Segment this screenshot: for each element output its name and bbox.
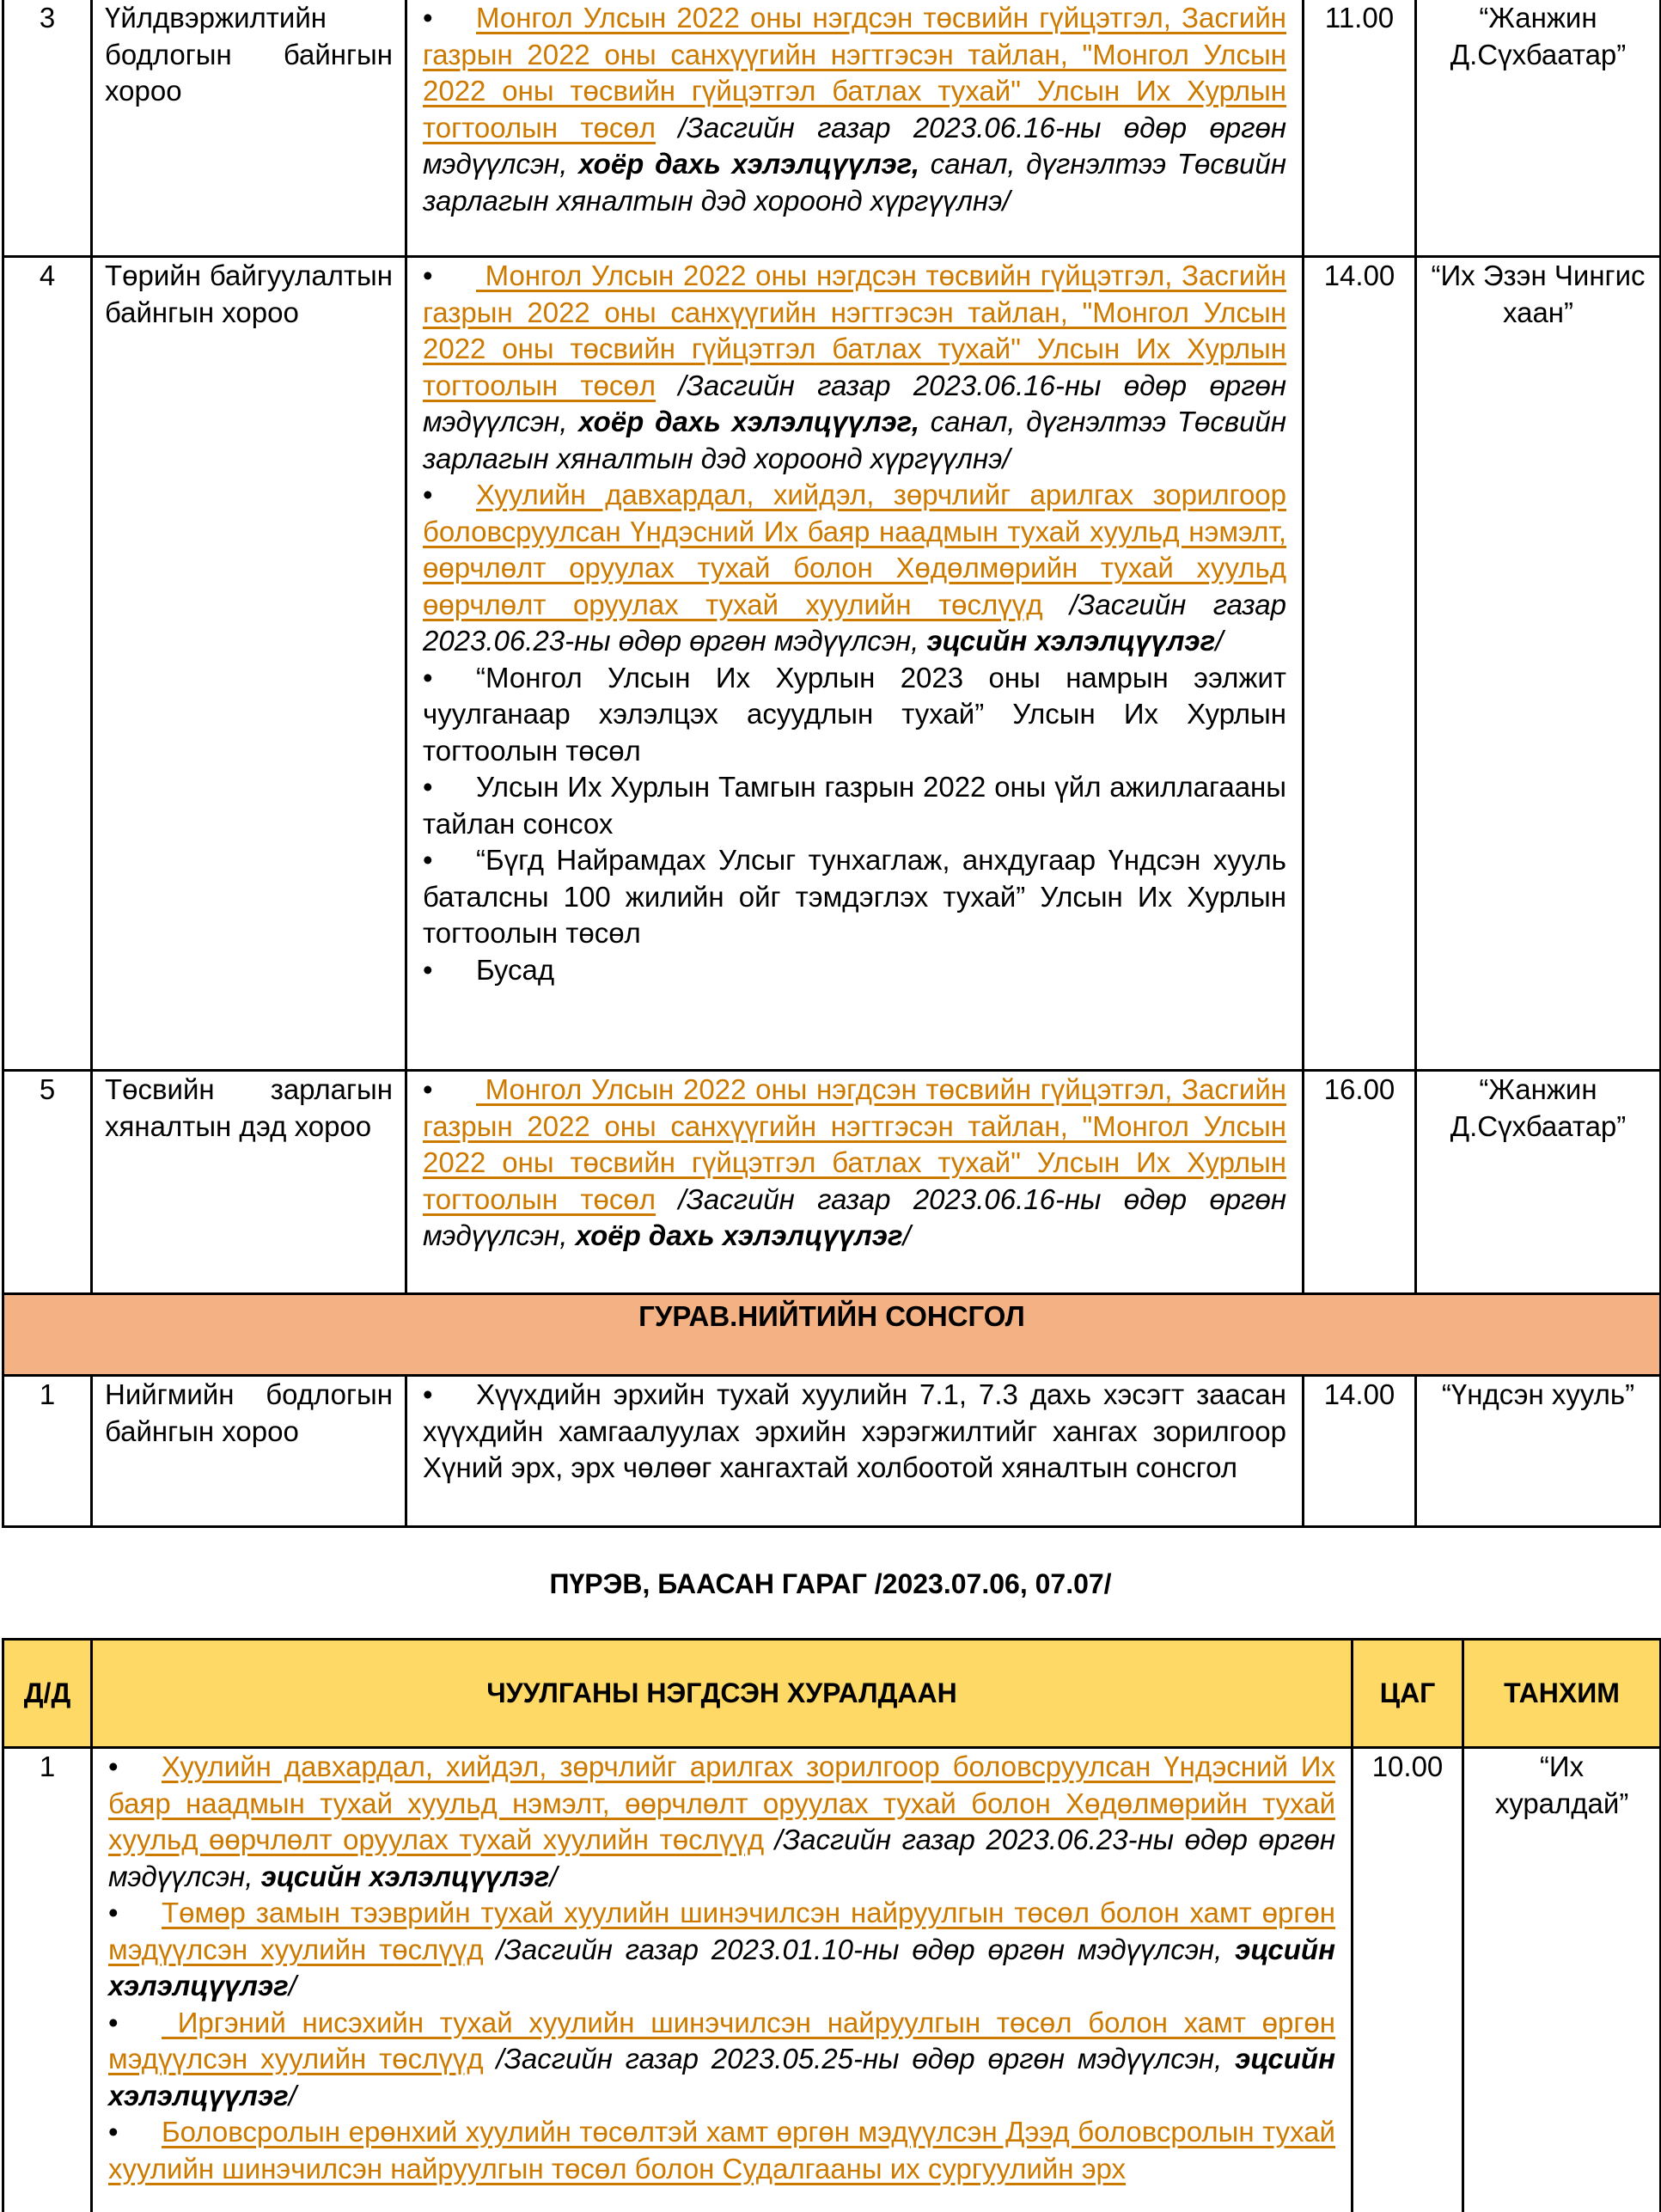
bullet-icon: • <box>108 1897 119 1928</box>
note-text: / <box>1215 625 1224 657</box>
table-row <box>3 257 1661 1071</box>
agenda-item <box>423 1377 1286 1487</box>
bullet-icon: • <box>423 1073 433 1105</box>
bullet-icon: • <box>423 953 433 986</box>
discussion-stage: эцсийн хэлэлцүүлэг <box>926 625 1216 657</box>
bullet-icon: • <box>108 2116 119 2148</box>
bullet-icon: • <box>423 844 433 876</box>
agenda-link[interactable]: Монгол Улсын 2022 оны нэгдсэн төсвийн гүйцэтгэл, Засгийн газрын 2022 оны санхүүгийн нэгтгэсэн тайлан, "Монгол Улсын 2022 оны төсвийн гүйцэтгэл батлах тухай" Улсын Их Хурлын тогтоолын төсөл <box>423 260 1286 401</box>
agenda-item <box>108 1895 1335 2005</box>
note-text: / <box>288 1970 296 2001</box>
date-heading: ПҮРЭВ, БААСАН ГАРАГ /2023.07.06, 07.07/ <box>549 1568 1112 1599</box>
session-room: “Жанжин Д.Сүхбаатар” <box>1416 0 1661 257</box>
row-number: 1 <box>3 1748 92 2212</box>
agenda-item <box>108 1749 1335 1895</box>
committee-name: Нийгмийн бодлогын байнгын хороо <box>92 1376 406 1527</box>
table-row <box>3 1071 1661 1294</box>
agenda-cell <box>92 1748 1353 2212</box>
session-room: “Их хуралдай” <box>1463 1748 1661 2212</box>
agenda-text: Бусад <box>476 953 555 986</box>
agenda-link[interactable]: Монгол Улсын 2022 оны нэгдсэн төсвийн гүйцэтгэл, Засгийн газрын 2022 оны санхүүгийн нэгтгэсэн тайлан, "Монгол Улсын 2022 оны төсвийн гүйцэтгэл батлах тухай" Улсын Их Хурлын тогтоолын төсөл <box>423 1073 1286 1215</box>
agenda-item <box>108 2114 1335 2187</box>
session-time: 16.00 <box>1304 1071 1416 1294</box>
discussion-stage: хоёр дахь хэлэлцүүлэг, <box>578 148 920 180</box>
header-time: ЦАГ <box>1353 1640 1463 1748</box>
note-text: / <box>288 2079 296 2111</box>
session-time: 10.00 <box>1353 1748 1463 2212</box>
agenda-item <box>423 258 1286 477</box>
table-row <box>3 1376 1661 1527</box>
bullet-icon: • <box>423 771 433 803</box>
plenary-session-table <box>2 1638 1661 2212</box>
row-number: 5 <box>3 1071 92 1294</box>
discussion-stage: эцсийн хэлэлцүүлэг <box>260 1860 550 1892</box>
note-text: /Засгийн газар 2023.05.25-ны өдөр өргөн мэдүүлсэн, <box>483 2043 1236 2075</box>
session-time: 14.00 <box>1304 1376 1416 1527</box>
note-text: санал, дүгнэлтээ Төсвийн зарлагын хяналтын дэд хороонд хүргүүлнэ/ <box>423 406 1286 474</box>
agenda-item <box>423 477 1286 660</box>
note-text: / <box>902 1219 911 1251</box>
agenda-item <box>423 660 1286 770</box>
agenda-item <box>423 952 1286 989</box>
note-text: /Засгийн газар 2023.01.10-ны өдөр өргөн мэдүүлсэн, <box>483 1933 1236 1965</box>
agenda-text: Хүүхдийн эрхийн тухай хуулийн 7.1, 7.3 дахь хэсэгт заасан хүүхдийн хамгаалуулах эрхийн хэрэгжилтийг хангах зорилгоор Хүний эрх, эрх чөлөөг хангахтай холбоотой хяналтын сонсгол <box>423 1378 1286 1483</box>
agenda-link[interactable]: Иргэний нисэхийн тухай хуулийн шинэчилсэн найруулгын төсөл болон хамт өргөн мэдүүлсэн хуулийн төслүүд <box>108 2006 1335 2075</box>
bullet-icon: • <box>108 1751 119 1782</box>
bullet-icon: • <box>423 2 433 34</box>
discussion-stage: эцсийн хэлэлцүүлэг <box>108 1933 1336 2001</box>
committee-schedule-table <box>2 0 1661 1528</box>
committee-name: Төсвийн зарлагын хяналтын дэд хороо <box>92 1071 406 1294</box>
table-row <box>3 0 1661 257</box>
note-text: /Засгийн газар 2023.06.16-ны өдөр өргөн мэдүүлсэн, <box>423 1182 1286 1251</box>
bullet-icon: • <box>423 661 433 694</box>
note-text: /Засгийн газар 2023.06.16-ны өдөр өргөн мэдүүлсэн, <box>423 111 1286 180</box>
agenda-cell <box>406 1376 1304 1527</box>
section-heading: ГУРАВ.НИЙТИЙН СОНСГОЛ <box>3 1294 1661 1376</box>
agenda-cell <box>406 1071 1304 1294</box>
session-room: “Их Эзэн Чингис хаан” <box>1416 257 1661 1071</box>
note-text: /Засгийн газар 2023.06.23-ны өдөр өргөн мэдүүлсэн, <box>108 1824 1335 1892</box>
agenda-item <box>423 842 1286 952</box>
agenda-text: “Монгол Улсын Их Хурлын 2023 оны намрын ээлжит чуулганаар хэлэлцэх асуудлын тухай” Улсын Их Хурлын тогтоолын төсөл <box>423 661 1286 767</box>
agenda-cell <box>406 0 1304 257</box>
bullet-icon: • <box>423 479 433 510</box>
note-text: санал, дүгнэлтээ Төсвийн зарлагын хяналтын дэд хороонд хүргүүлнэ/ <box>423 148 1286 217</box>
agenda-link[interactable]: Боловсролын ерөнхий хуулийн төсөлтэй хамт өргөн мэдүүлсэн Дээд боловсролын тухай хуулийн шинэчилсэн найруулгын төсөл болон Судалгааны их сургуулийн эрх <box>108 2116 1335 2185</box>
session-time: 14.00 <box>1304 257 1416 1071</box>
agenda-item <box>423 0 1286 219</box>
bullet-icon: • <box>423 260 433 291</box>
section-band <box>3 1294 1661 1376</box>
agenda-cell <box>406 257 1304 1071</box>
agenda-link[interactable]: Хуулийн давхардал, хийдэл, зөрчлийг арилгах зорилгоор боловсруулсан Үндэсний Их баяр наадмын тухай хуульд нэмэлт, өөрчлөлт оруулах тухай болон Хөдөлмөрийн тухай хуульд өөрчлөлт оруулах тухай хуулийн төслүүд <box>108 1751 1335 1855</box>
row-number: 4 <box>3 257 92 1071</box>
header-no: Д/Д <box>3 1640 92 1748</box>
agenda-link[interactable]: Хуулийн давхардал, хийдэл, зөрчлийг арилгах зорилгоор боловсруулсан Үндэсний Их баяр наадмын тухай хуульд нэмэлт, өөрчлөлт оруулах тухай болон Хөдөлмөрийн тухай хуульд өөрчлөлт оруулах тухай хуулийн төслүүд <box>423 479 1286 620</box>
note-text: / <box>549 1860 558 1892</box>
discussion-stage: хоёр дахь хэлэлцүүлэг, <box>578 406 920 437</box>
agenda-link[interactable]: Төмөр замын тээврийн тухай хуулийн шинэчилсэн найруулгын төсөл болон хамт өргөн мэдүүлсэн хуулийн төслүүд <box>108 1897 1335 1965</box>
discussion-stage: эцсийн хэлэлцүүлэг <box>108 2043 1336 2111</box>
header-session: ЧУУЛГАНЫ НЭГДСЭН ХУРАЛДААН <box>92 1640 1353 1748</box>
table-row <box>3 1748 1661 2212</box>
agenda-item <box>423 1072 1286 1255</box>
discussion-stage: хоёр дахь хэлэлцүүлэг <box>575 1219 903 1251</box>
table-header-row <box>3 1640 1661 1748</box>
agenda-text: “Бүгд Найрамдах Улсыг тунхаглаж, анхдугаар Үндсэн хууль баталсны 100 жилийн ойг тэмдэглэх тухай” Улсын Их Хурлын тогтоолын төсөл <box>423 844 1286 949</box>
note-text: /Засгийн газар 2023.06.23-ны өдөр өргөн мэдүүлсэн, <box>423 588 1286 657</box>
row-number: 3 <box>3 0 92 257</box>
agenda-link[interactable]: Монгол Улсын 2022 оны нэгдсэн төсвийн гүйцэтгэл, Засгийн газрын 2022 оны санхүүгийн нэгтгэсэн тайлан, "Монгол Улсын 2022 оны төсвийн гүйцэтгэл батлах тухай" Улсын Их Хурлын тогтоолын төсөл <box>423 2 1286 144</box>
bullet-icon: • <box>423 1378 433 1410</box>
note-text: /Засгийн газар 2023.06.16-ны өдөр өргөн мэдүүлсэн, <box>423 369 1286 437</box>
agenda-item <box>423 769 1286 842</box>
bullet-icon: • <box>108 2006 119 2038</box>
session-time: 11.00 <box>1304 0 1416 257</box>
committee-name: Үйлдвэржилтийн бодлогын байнгын хороо <box>92 0 406 257</box>
session-room: “Жанжин Д.Сүхбаатар” <box>1416 1071 1661 1294</box>
header-room: ТАНХИМ <box>1463 1640 1661 1748</box>
committee-name: Төрийн байгуулалтын байнгын хороо <box>92 257 406 1071</box>
agenda-item <box>108 2005 1335 2115</box>
agenda-text: Улсын Их Хурлын Тамгын газрын 2022 оны үйл ажиллагааны тайлан сонсох <box>423 771 1286 840</box>
session-room: “Үндсэн хууль” <box>1416 1376 1661 1527</box>
row-number: 1 <box>3 1376 92 1527</box>
